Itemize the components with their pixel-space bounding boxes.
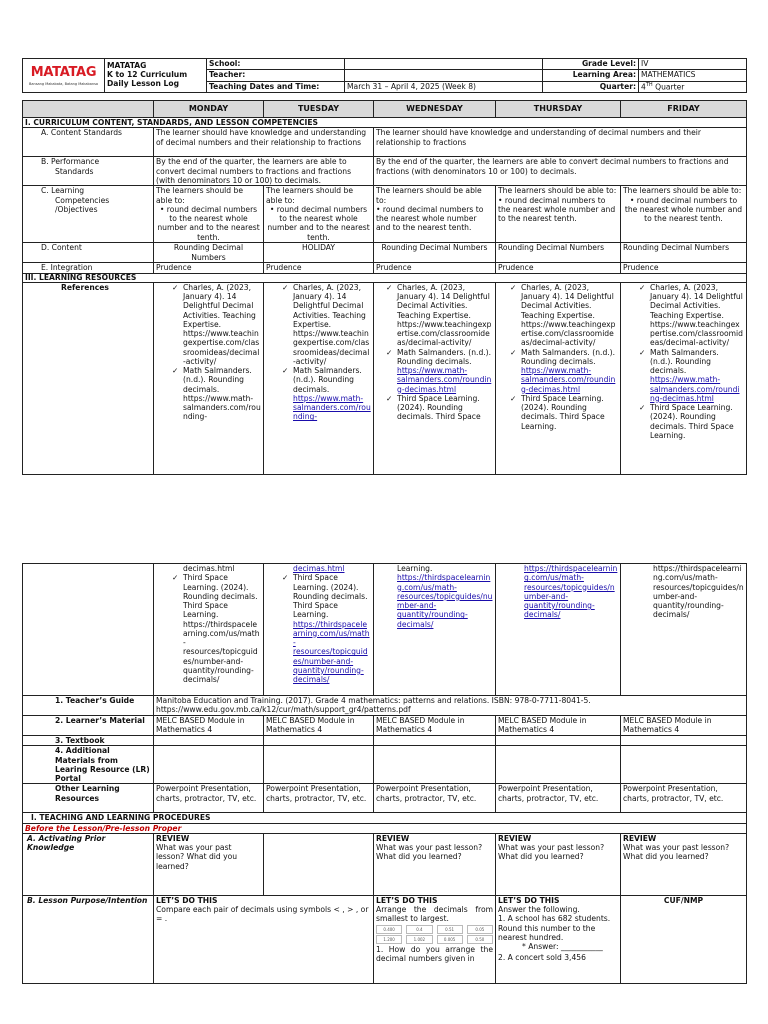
references-continued-friday: https://thirdspacelearning.com/us/math-resources/topicguides/number-and-quantity/rounding-decimals/ [621, 564, 747, 696]
teaching-dates-value: March 31 – April 4, 2025 (Week 8) [345, 81, 543, 92]
other-resources-tuesday: Powerpoint Presentation, charts, protractor, TV, etc. [264, 784, 374, 813]
competency-thursday: The learners should be able to: • round decimal numbers to the nearest whole number and to the nearest tenth. [496, 186, 621, 243]
learners-material-label: 2. Learner’s Material [23, 716, 154, 736]
references-continued-monday: decimas.html ✓ Third Space Learning. (2024). Rounding decimals. Third Space Learning. https://thirdspacelearning.com/us/math-resources/topicguides/number-and-quantity/rounding-decimals/ [154, 564, 264, 696]
school-label: School: [207, 59, 345, 70]
content-friday: Rounding Decimal Numbers [621, 243, 747, 263]
lesson-log-table-page2 [22, 563, 747, 984]
content-label: D. Content [23, 243, 154, 263]
decimal-tiles: 0.400 0.4 0.51 0.05 [376, 925, 493, 934]
day-monday: MONDAY [154, 101, 264, 118]
integration-label: E. Integration [23, 262, 154, 273]
day-header-row [23, 101, 747, 118]
teaching-dates-label: Teaching Dates and Time: [207, 81, 345, 92]
content-monday: Rounding Decimal Numbers [154, 243, 264, 263]
review-tuesday [264, 833, 374, 895]
references-monday: ✓ Charles, A. (2023, January 4). 14 Delightful Decimal Activities. Teaching Expertise. https://www.teachingexpertise.com/classroomideas/decimal-activity/ ✓ Math Salmanders. (n.d.). Rounding decimals. https://www.math-salmanders.com/rounding- [154, 282, 264, 474]
lets-do-this-mon-tue: LET’S DO THIS Compare each pair of decimals using symbols < , > , or = . [154, 895, 374, 983]
check-icon: ✓ [282, 573, 289, 583]
integration-thursday: Prudence [496, 262, 621, 273]
teachers-guide-label: 1. Teacher’s Guide [23, 696, 154, 716]
content-wednesday: Rounding Decimal Numbers [374, 243, 496, 263]
references-continued-wednesday: Learning. https://thirdspacelearning.com/us/math-resources/topicguides/number-and-quantity/rounding-decimals/ [374, 564, 496, 696]
quarter-label: Quarter: [543, 81, 639, 92]
competency-tuesday: The learners should be able to: • round decimal numbers to the nearest whole number and to the nearest tenth. [264, 186, 374, 243]
before-lesson-heading: Before the Lesson/Pre-lesson Proper [23, 823, 747, 833]
decimal-tiles: 1.200 1.002 0.005 0.50 [376, 935, 493, 944]
check-icon: ✓ [639, 403, 646, 412]
performance-standards-mon-tue: By the end of the quarter, the learners are able to convert decimal numbers to fractions and fractions (with denominators 10 or 100) to decimals. [154, 157, 374, 186]
lesson-log-header [22, 58, 746, 93]
matatag-logo: MATATAG Bansang Makabata, Batang Makabansa [23, 59, 105, 93]
teachers-guide-value: Manitoba Education and Training. (2017). Grade 4 mathematics: patterns and relations. ISBN: 978-0-7711-8041-5. https://www.edu.gov.mb.ca/k12/cur/math/support_gr4/patterns.pdf [154, 696, 747, 716]
references-friday: ✓ Charles, A. (2023, January 4). 14 Delightful Decimal Activities. Teaching Expertise. https://www.teachingexpertise.com/classroomideas/decimal-activity/ ✓ Math Salmanders. (n.d.). Rounding decimals. https://www.math-salmanders.com/rounding-decimas.html ✓ Third Space Learning. (2024). Rounding decimals. Third Space Learning. [621, 282, 747, 474]
content-standards-label: A. Content Standards [23, 128, 154, 157]
section-curriculum-title: I. CURRICULUM CONTENT, STANDARDS, AND LESSON COMPETENCIES [23, 118, 747, 128]
math-salmanders-link[interactable]: https://www.math-salmanders.com/rounding-decimas.html [650, 375, 740, 403]
check-icon: ✓ [386, 282, 393, 292]
performance-standards-label: B. Performance Standards [23, 157, 154, 186]
references-label: References [23, 282, 154, 474]
references-wednesday: ✓ Charles, A. (2023, January 4). 14 Delightful Decimal Activities. Teaching Expertise. https://www.teachingexpertise.com/classroomideas/decimal-activity/ ✓ Math Salmanders. (n.d.). Rounding decimals. https://www.math-salmanders.com/rounding-decimas.html ✓ Third Space Learning. (2024). Rounding decimals. Third Space [374, 282, 496, 474]
third-space-link[interactable]: https://thirdspacelearning.com/us/math-resources/topicguides/number-and-quantity/rounding-decimals/ [397, 573, 493, 629]
additional-materials-label: 4. Additional Materials from Learing Resource (LR) Portal [23, 746, 154, 784]
check-icon: ✓ [172, 282, 179, 292]
textbook-label: 3. Textbook [23, 736, 154, 746]
curriculum-title: MATATAG K to 12 Curriculum Daily Lesson Log [105, 59, 207, 93]
review-thursday: REVIEW What was your past lesson? What did you learned? [496, 833, 621, 895]
other-resources-thursday: Powerpoint Presentation, charts, protractor, TV, etc. [496, 784, 621, 813]
teacher-value [345, 70, 543, 81]
check-icon: ✓ [386, 347, 393, 357]
learners-material-friday: MELC BASED Module in Mathematics 4 [621, 716, 747, 736]
review-monday: REVIEW What was your past lesson? What did you learned? [154, 833, 264, 895]
content-thursday: Rounding Decimal Numbers [496, 243, 621, 263]
math-salmanders-link[interactable]: decimas.html [293, 564, 345, 573]
check-icon: ✓ [639, 347, 646, 357]
review-wednesday: REVIEW What was your past lesson? What did you learned? [374, 833, 496, 895]
math-salmanders-link[interactable]: https://www.math-salmanders.com/rounding-decimas.html [521, 366, 616, 394]
lets-do-this-wednesday: LET’S DO THIS Arrange the decimals from smallest to largest. 0.400 0.4 0.51 0.05 1.200 1.002 0.005 0.50 1. How do you arrange the decimal numbers given in [374, 895, 496, 983]
check-icon: ✓ [510, 347, 517, 357]
lesson-purpose-label: B. Lesson Purpose/Intention [23, 895, 154, 983]
competency-monday: The learners should be able to: • round decimal numbers to the nearest whole number and to the nearest tenth. [154, 186, 264, 243]
integration-friday: Prudence [621, 262, 747, 273]
corner-cell [23, 101, 154, 118]
learning-area-value: MATHEMATICS [639, 70, 747, 81]
lesson-log-table-page1 [22, 100, 747, 475]
third-space-link[interactable]: https://thirdspacelearning.com/us/math-resources/topicguides/number-and-quantity/rounding-decimals/ [524, 564, 618, 620]
check-icon: ✓ [172, 573, 179, 583]
section-learning-resources-title: III. LEARNING RESOURCES [23, 273, 747, 282]
other-resources-friday: Powerpoint Presentation, charts, protractor, TV, etc. [621, 784, 747, 813]
day-wednesday: WEDNESDAY [374, 101, 496, 118]
third-space-link[interactable]: https://thirdspacelearning.com/us/math-resources/topicguides/number-and-quantity/rounding-decimals/ [293, 619, 370, 684]
section-procedures-title: I. TEACHING AND LEARNING PROCEDURES [23, 813, 747, 823]
grade-level-label: Grade Level: [543, 59, 639, 70]
learners-material-monday: MELC BASED Module in Mathematics 4 [154, 716, 264, 736]
learning-area-label: Learning Area: [543, 70, 639, 81]
references-continued-thursday [496, 564, 621, 696]
check-icon: ✓ [172, 366, 179, 375]
teacher-label: Teacher: [207, 70, 345, 81]
competency-wednesday: The learners should be able to: • round decimal numbers to the nearest whole number and to the nearest tenth. [374, 186, 496, 243]
references-tuesday: ✓ Charles, A. (2023, January 4). 14 Delightful Decimal Activities. Teaching Expertise. https://www.teachingexpertise.com/classroomideas/decimal-activity/ ✓ Math Salmanders. (n.d.). Rounding decimals. https://www.math-salmanders.com/rounding- [264, 282, 374, 474]
references-thursday: ✓ Charles, A. (2023, January 4). 14 Delightful Decimal Activities. Teaching Expertise. https://www.teachingexpertise.com/classroomideas/decimal-activity/ ✓ Math Salmanders. (n.d.). Rounding decimals. https://www.math-salmanders.com/rounding-decimas.html ✓ Third Space Learning. (2024). Rounding decimals. Third Space Learning. [496, 282, 621, 474]
other-resources-wednesday: Powerpoint Presentation, charts, protractor, TV, etc. [374, 784, 496, 813]
check-icon: ✓ [510, 393, 517, 403]
check-icon: ✓ [639, 282, 646, 292]
lets-do-this-thursday: LET’S DO THIS Answer the following. 1. A school has 682 students. Round this number to the nearest hundred. * Answer: ___________ 2. A concert sold 3,456 [496, 895, 621, 983]
cuf-nmp-friday: CUF/NMP [621, 895, 747, 983]
other-resources-label: Other Learning Resources [23, 784, 154, 813]
content-tuesday: HOLIDAY [264, 243, 374, 263]
other-resources-monday: Powerpoint Presentation, charts, protractor, TV, etc. [154, 784, 264, 813]
quarter-value: 4TH Quarter [639, 81, 747, 92]
learners-material-wednesday: MELC BASED Module in Mathematics 4 [374, 716, 496, 736]
school-value [345, 59, 543, 70]
learners-material-tuesday: MELC BASED Module in Mathematics 4 [264, 716, 374, 736]
day-thursday: THURSDAY [496, 101, 621, 118]
content-standards-mon-tue: The learner should have knowledge and understanding of decimal numbers and their relationship to fractions [154, 128, 374, 157]
grade-level-value: IV [639, 59, 747, 70]
check-icon: ✓ [386, 393, 393, 403]
learners-material-thursday: MELC BASED Module in Mathematics 4 [496, 716, 621, 736]
integration-wednesday: Prudence [374, 262, 496, 273]
day-tuesday: TUESDAY [264, 101, 374, 118]
day-friday: FRIDAY [621, 101, 747, 118]
review-friday: REVIEW What was your past lesson? What did you learned? [621, 833, 747, 895]
competency-friday: The learners should be able to: • round decimal numbers to the nearest whole number and to the nearest tenth. [621, 186, 747, 243]
check-icon: ✓ [282, 366, 289, 375]
activating-prior-knowledge-label: A. Activating Prior Knowledge [23, 833, 154, 895]
math-salmanders-link[interactable]: https://www.math-salmanders.com/rounding- [293, 393, 371, 422]
competencies-label: C. Learning Competencies /Objectives [23, 186, 154, 243]
integration-monday: Prudence [154, 262, 264, 273]
content-standards-wed-fri: The learner should have knowledge and understanding of decimal numbers and their relationship to fractions [374, 128, 747, 157]
math-salmanders-link[interactable]: https://www.math-salmanders.com/rounding-decimas.html [397, 366, 492, 394]
references-continued-label [23, 564, 154, 696]
references-continued-tuesday: decimas.html ✓ Third Space Learning. (2024). Rounding decimals. Third Space Learning. https://thirdspacelearning.com/us/math-resources/topicguides/number-and-quantity/rounding-decimals/ [264, 564, 374, 696]
integration-tuesday: Prudence [264, 262, 374, 273]
check-icon: ✓ [282, 282, 289, 292]
performance-standards-wed-fri: By the end of the quarter, the learners are able to convert decimal numbers to fractions and fractions (with denominators 10 or 100) to decimals. [374, 157, 747, 186]
check-icon: ✓ [510, 282, 517, 292]
